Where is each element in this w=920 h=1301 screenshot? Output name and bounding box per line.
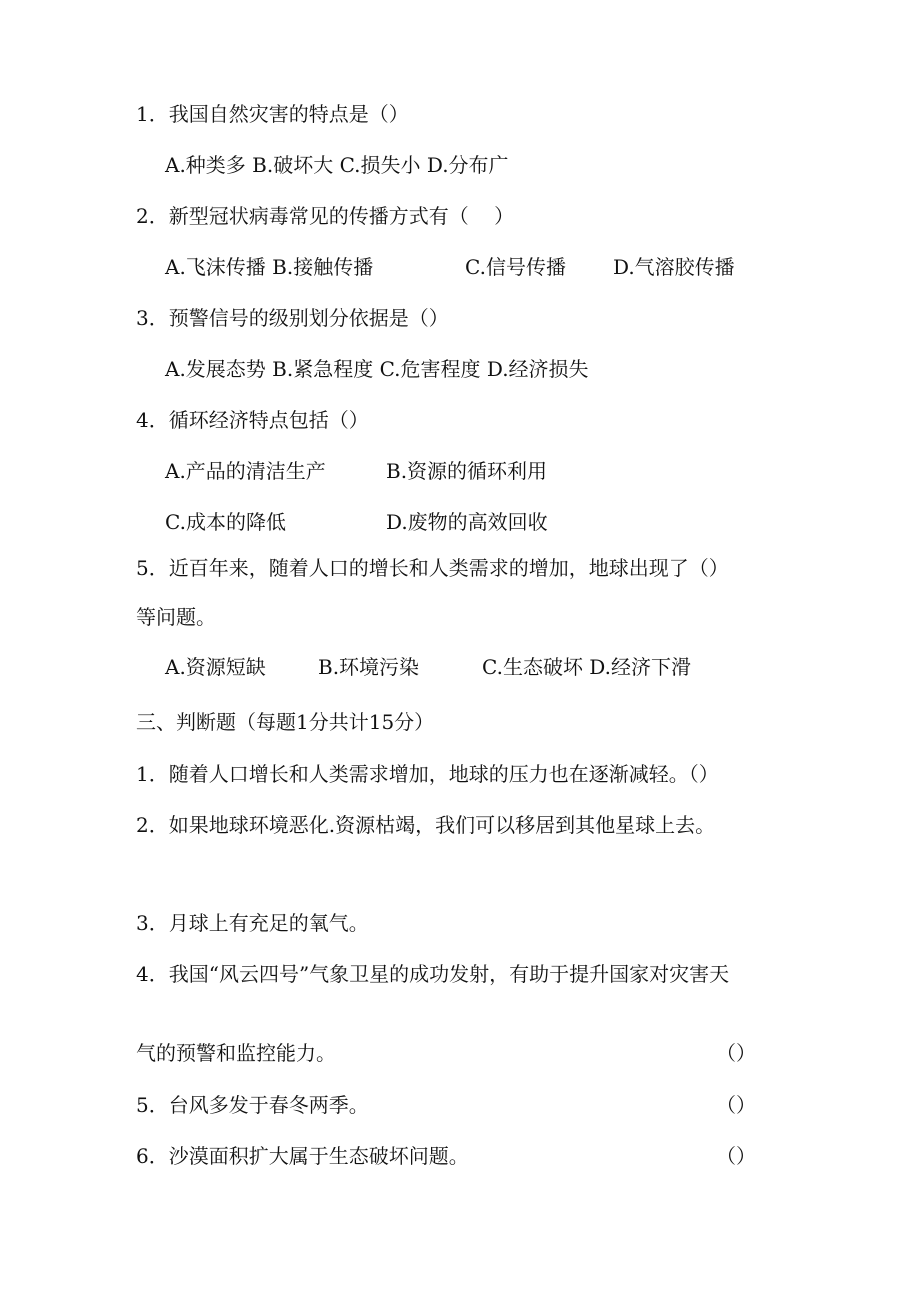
q3-stem: 3．预警信号的级别划分依据是（） xyxy=(136,306,449,330)
judgement-4-line1: 4．我国“风云四号”气象卫星的成功发射，有助于提升国家对灾害天 xyxy=(136,962,730,986)
judgement-5: 5．台风多发于春冬两季。 xyxy=(136,1093,369,1117)
judgement-6: 6．沙漠面积扩大属于生态破坏问题。 xyxy=(136,1144,469,1168)
q1-options: A.种类多 B.破坏大 C.损失小 D.分布广 xyxy=(165,153,509,177)
judgement-2: 2．如果地球环境恶化.资源枯竭，我们可以移居到其他星球上去。 xyxy=(136,813,716,837)
q1-stem: 1．我国自然灾害的特点是（） xyxy=(136,102,409,126)
q2-options-ab: A.飞沫传播 B.接触传播 xyxy=(165,255,374,279)
q2-stem: 2．新型冠状病毒常见的传播方式有（ ） xyxy=(136,204,515,228)
q5-options-cd: C.生态破坏 D.经济下滑 xyxy=(482,655,691,679)
section-heading-judgement: 三、判断题（每题1分共计15分） xyxy=(136,710,435,734)
judgement-3: 3．月球上有充足的氧气。 xyxy=(136,911,369,935)
q5-stem-line2: 等问题。 xyxy=(136,605,216,629)
q2-option-d: D.气溶胶传播 xyxy=(613,255,735,279)
judgement-4-line2: 气的预警和监控能力。 xyxy=(136,1041,336,1065)
judgement-1: 1．随着人口增长和人类需求增加，地球的压力也在逐渐减轻。（） xyxy=(136,762,719,786)
q4-stem: 4．循环经济特点包括（） xyxy=(136,408,369,432)
q5-stem-line1: 5．近百年来，随着人口的增长和人类需求的增加，地球出现了（） xyxy=(136,556,729,580)
q4-option-d: D.废物的高效回收 xyxy=(386,510,548,534)
q5-option-b: B.环境污染 xyxy=(318,655,420,679)
judgement-4-bracket: （） xyxy=(716,1041,756,1065)
q4-option-c: C.成本的降低 xyxy=(165,510,286,534)
q5-option-a: A.资源短缺 xyxy=(165,655,266,679)
judgement-5-bracket: （） xyxy=(716,1093,756,1117)
q3-options: A.发展态势 B.紧急程度 C.危害程度 D.经济损失 xyxy=(165,357,589,381)
q2-option-c: C.信号传播 xyxy=(465,255,566,279)
q4-option-b: B.资源的循环利用 xyxy=(386,459,548,483)
judgement-6-bracket: （） xyxy=(716,1144,756,1168)
q4-option-a: A.产品的清洁生产 xyxy=(165,459,326,483)
